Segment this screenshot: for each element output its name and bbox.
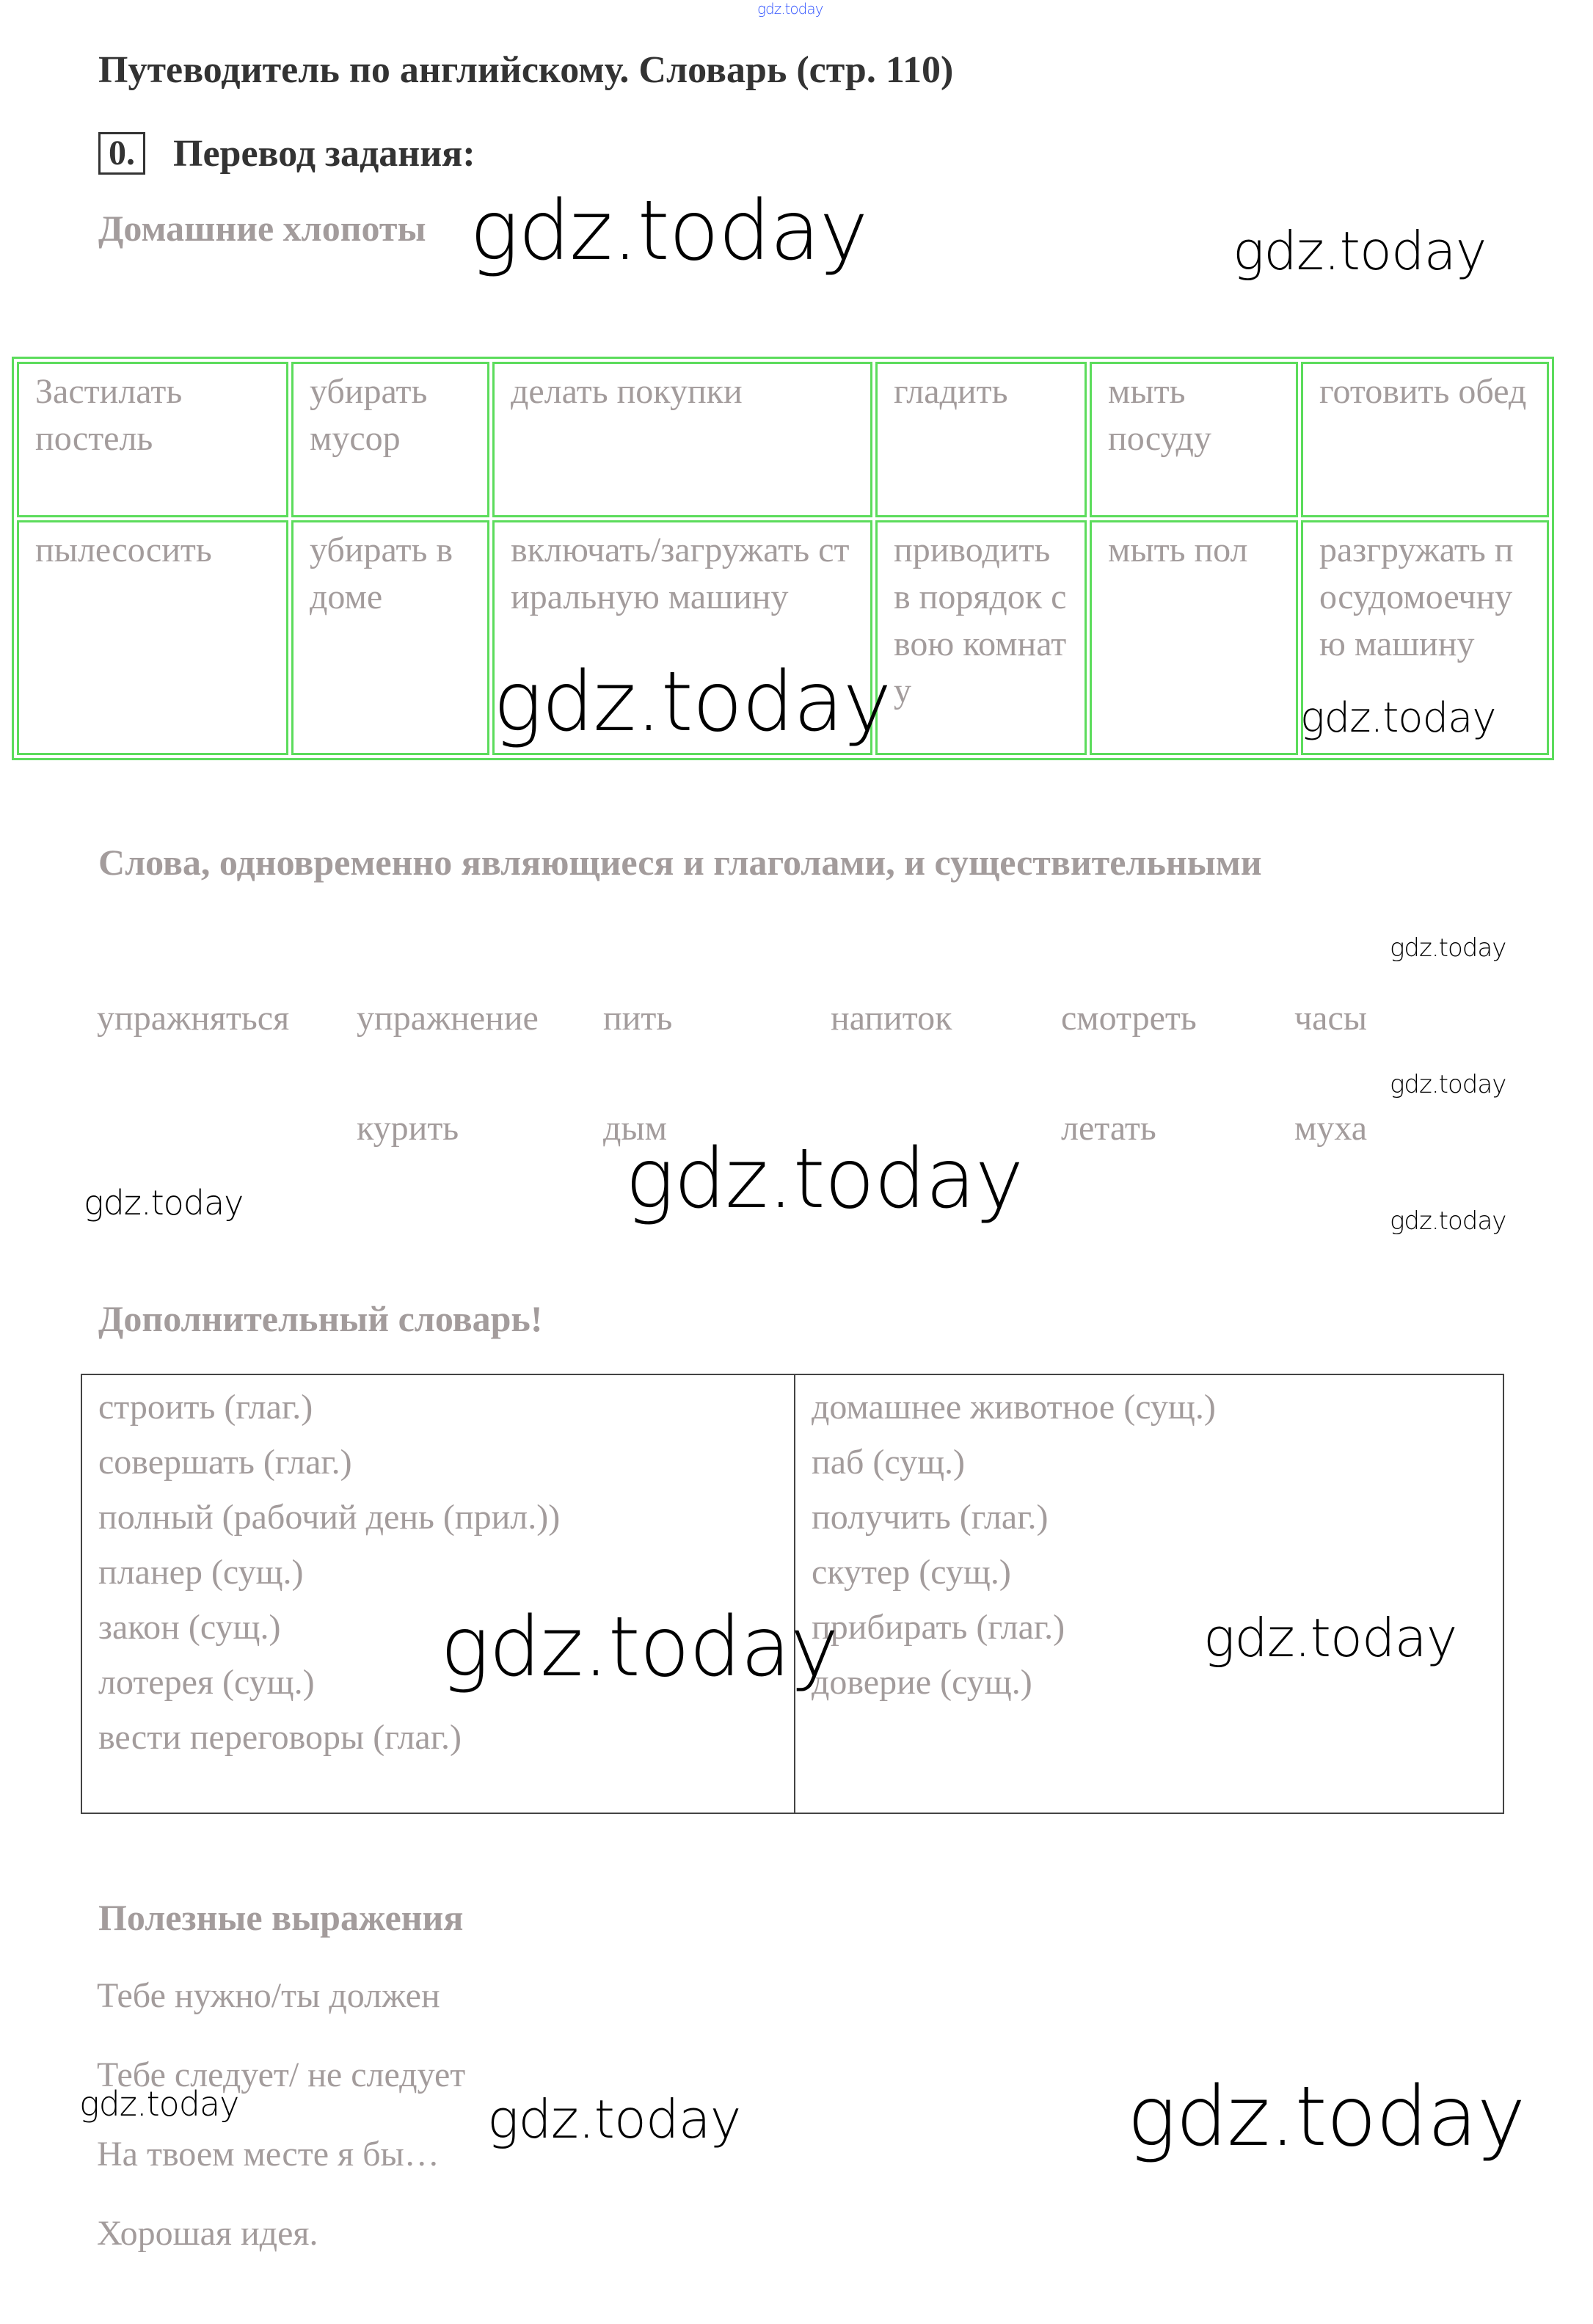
word: напиток: [831, 999, 952, 1038]
vocab-item: паб (сущ.): [812, 1443, 966, 1482]
watermark: gdz.today: [625, 1132, 1024, 1227]
vocab-item: доверие (сущ.): [812, 1663, 1032, 1702]
vocab-item: лотерея (сущ.): [98, 1663, 315, 1702]
vocab-right-column: [794, 1375, 1503, 1813]
vocab-box: [81, 1374, 1504, 1814]
watermark: gdz.today: [1390, 933, 1506, 963]
table-cell: делать покупки: [492, 362, 872, 517]
word: пить: [603, 999, 673, 1038]
word: смотреть: [1061, 999, 1197, 1038]
watermark: gdz.today: [1390, 1206, 1506, 1236]
vocab-item: домашнее животное (сущ.): [812, 1388, 1216, 1427]
watermark: gdz.today: [487, 2088, 741, 2150]
vocab-item: закон (сущ.): [98, 1608, 281, 1647]
vocab-left-column: [82, 1375, 794, 1813]
watermark: gdz.today: [1390, 1070, 1506, 1099]
phrase: Тебе следует/ не следует: [97, 2055, 466, 2094]
word: часы: [1294, 999, 1367, 1038]
table-cell: приводить в порядок свою комнату: [875, 520, 1087, 755]
word: муха: [1294, 1109, 1368, 1148]
page-title: Путеводитель по английскому. Словарь (стр. 110): [98, 49, 954, 91]
vocab-item: строить (глаг.): [98, 1388, 313, 1427]
phrase: На твоем месте я бы…: [97, 2135, 440, 2174]
vocab-item: скутер (сущ.): [812, 1553, 1011, 1592]
table-cell: мыть посуду: [1090, 362, 1298, 517]
table-cell: пылесосить: [17, 520, 288, 755]
vocab-item: полный (рабочий день (прил.)): [98, 1498, 561, 1537]
table-cell: Застилать постель: [17, 362, 288, 517]
table-cell: разгружать посудомоечную машину: [1301, 520, 1549, 755]
watermark: gdz.today: [470, 183, 868, 279]
watermark: gdz.today: [79, 2084, 239, 2124]
watermark: gdz.today: [1300, 694, 1496, 742]
vocab-item: планер (сущ.): [98, 1553, 304, 1592]
table-cell: гладить: [875, 362, 1087, 517]
top-watermark: gdz.today: [757, 0, 823, 18]
word: упражнение: [357, 999, 539, 1038]
watermark: gdz.today: [493, 655, 892, 750]
task-label: Перевод задания:: [173, 133, 475, 175]
table-cell: мыть пол: [1090, 520, 1298, 755]
word: летать: [1061, 1109, 1156, 1148]
watermark: gdz.today: [1127, 2069, 1525, 2165]
verbs-nouns-heading: Слова, одновременно являющиеся и глаголами, и существительными: [98, 842, 1262, 883]
word: курить: [357, 1109, 459, 1148]
table-cell: убирать в доме: [291, 520, 489, 755]
chores-heading: Домашние хлопоты: [98, 208, 426, 249]
task-number: 0.: [98, 132, 145, 175]
word: дым: [603, 1109, 668, 1148]
phrase: Тебе нужно/ты должен: [97, 1976, 440, 2015]
word: упражняться: [97, 999, 290, 1038]
vocab-item: получить (глаг.): [812, 1498, 1049, 1537]
phrase: Хорошая идея.: [97, 2214, 318, 2253]
vocab-item: прибирать (глаг.): [812, 1608, 1065, 1647]
table-row: [17, 362, 1549, 517]
watermark: gdz.today: [440, 1600, 839, 1695]
table-cell: убирать мусор: [291, 362, 489, 517]
phrases-heading: Полезные выражения: [98, 1897, 464, 1938]
vocab-item: совершать (глаг.): [98, 1443, 352, 1482]
watermark: gdz.today: [1203, 1607, 1457, 1669]
watermark: gdz.today: [84, 1183, 244, 1223]
extra-vocab-heading: Дополнительный словарь!: [98, 1298, 543, 1339]
table-cell: готовить обед: [1301, 362, 1549, 517]
watermark: gdz.today: [1233, 220, 1487, 282]
vocab-item: вести переговоры (глаг.): [98, 1718, 462, 1757]
table-cell: включать/загружать стиральную машину: [492, 520, 872, 755]
